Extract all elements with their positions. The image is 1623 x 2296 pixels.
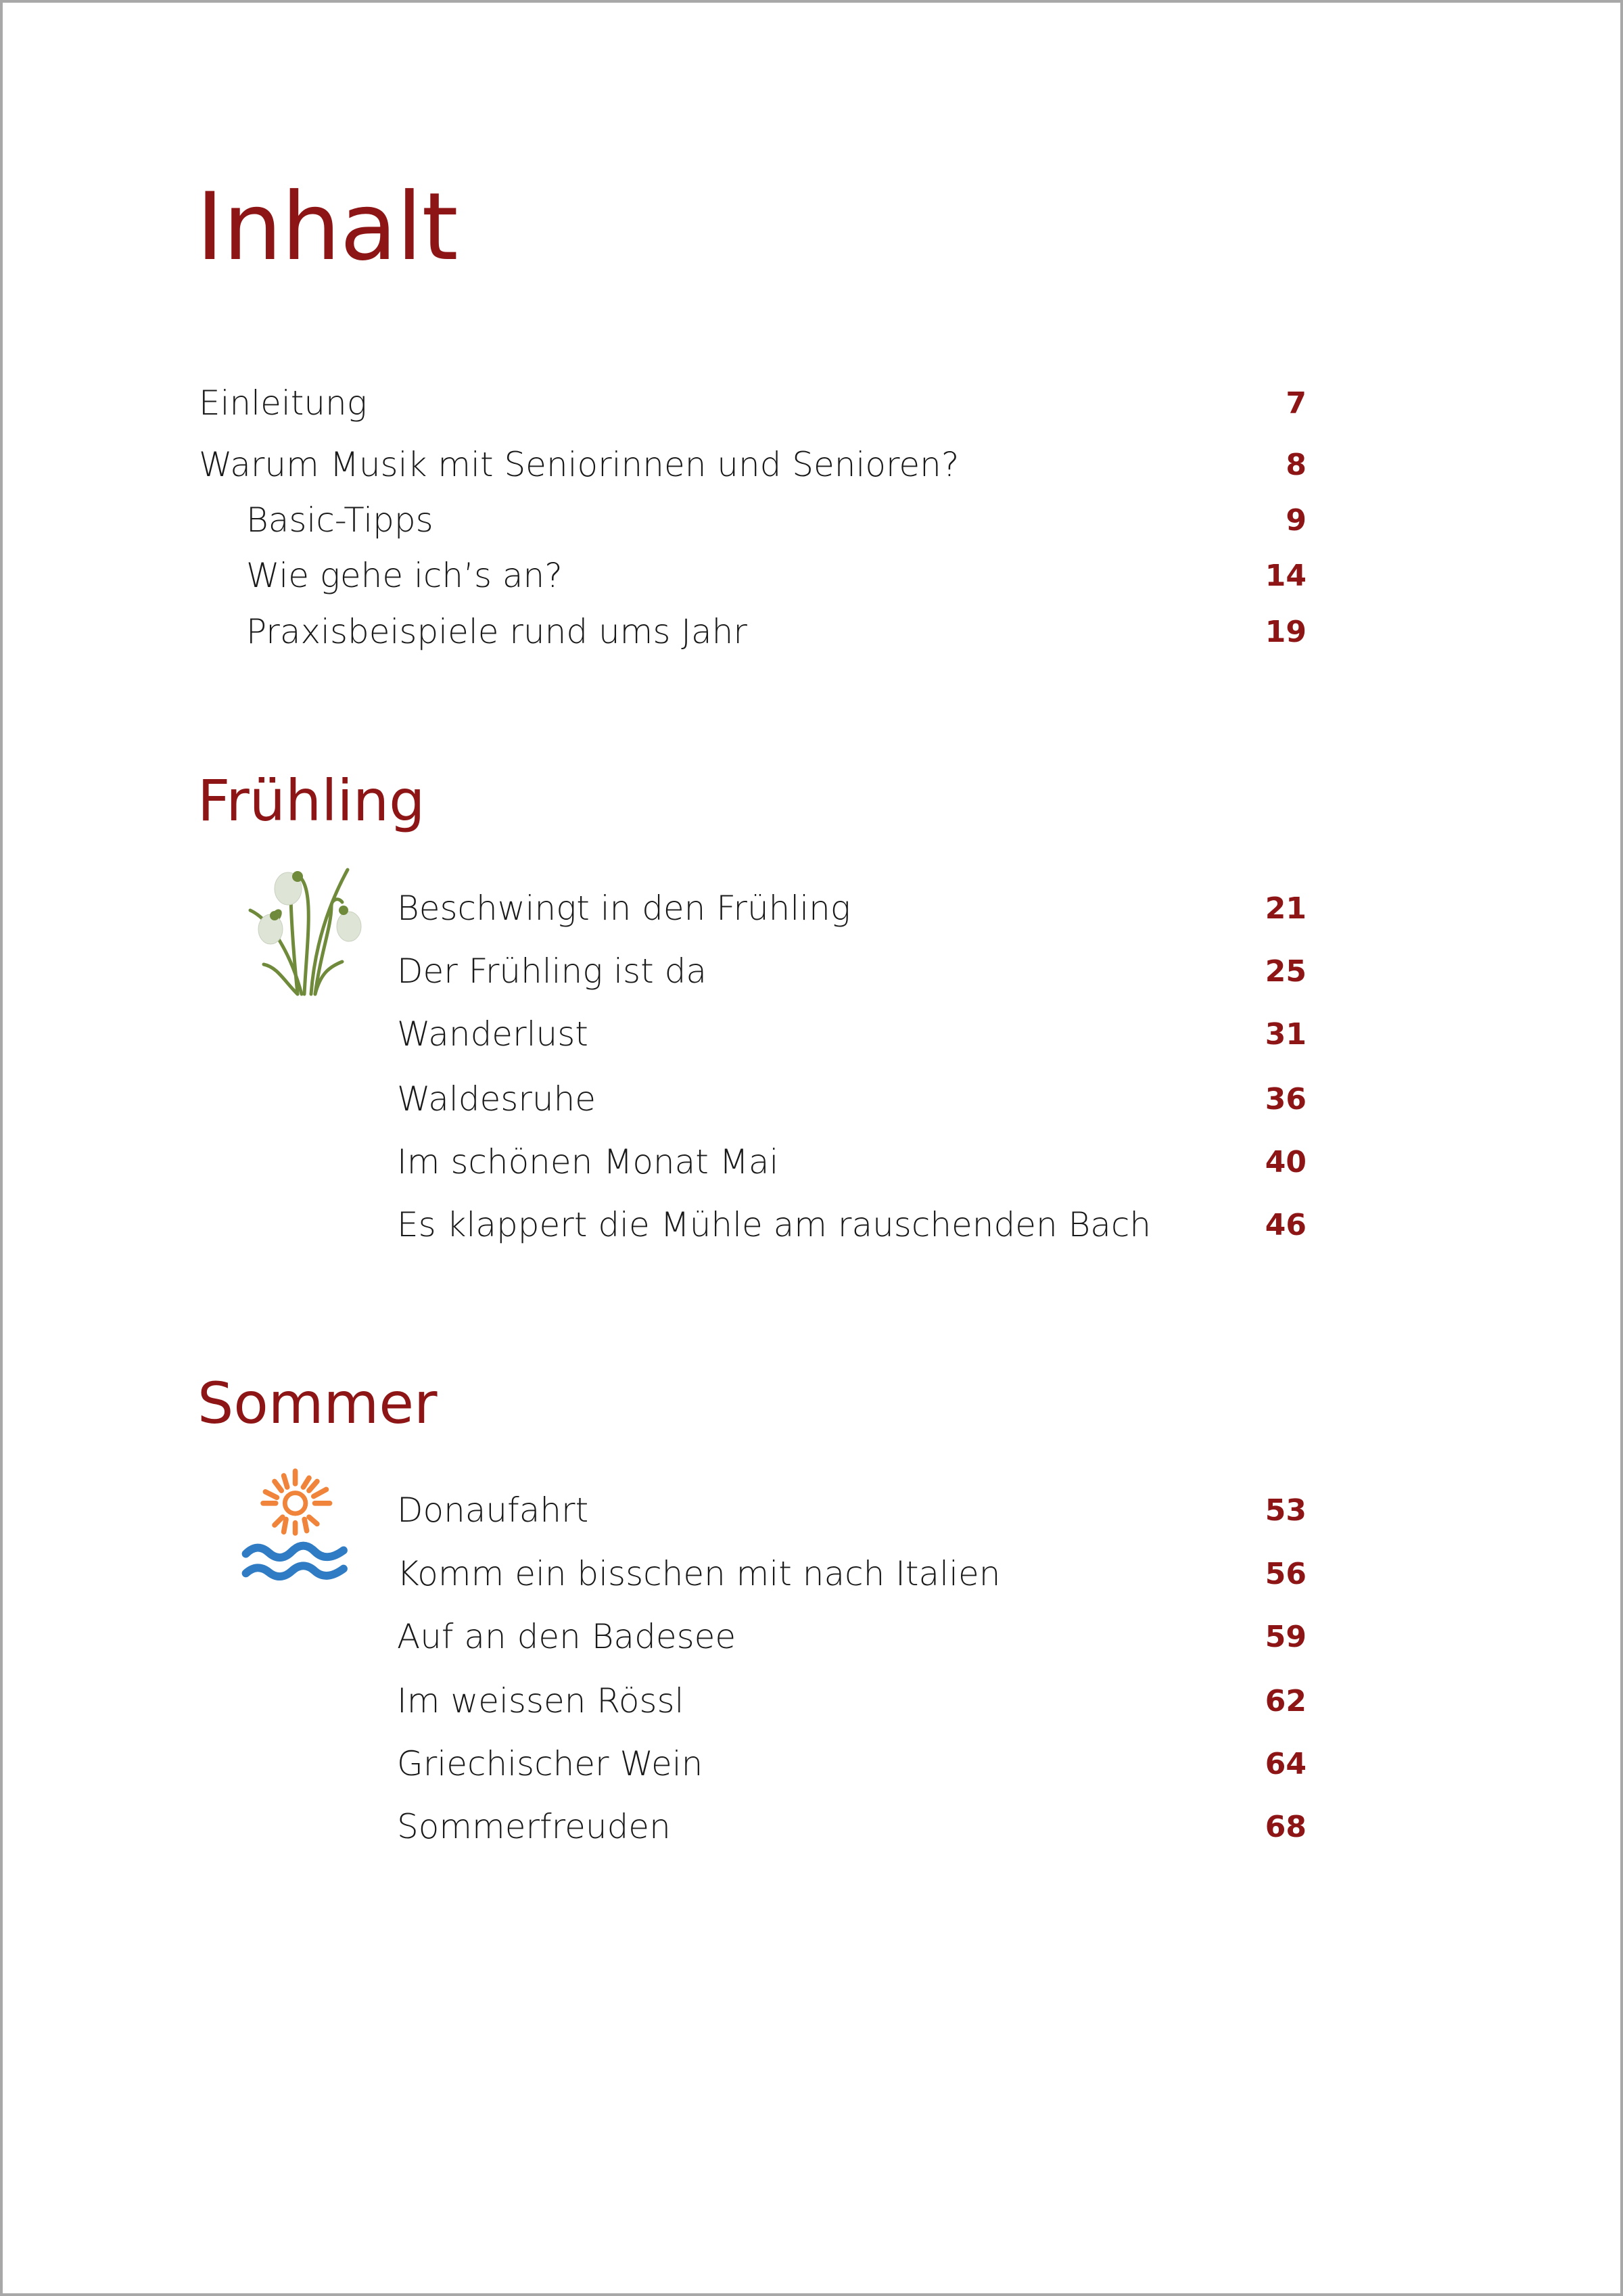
- toc-entry[interactable]: [397, 1138, 1307, 1186]
- toc-label: Auf an den Badesee: [397, 1617, 736, 1656]
- toc-page: 62: [1265, 1683, 1307, 1718]
- toc-page: 8: [1286, 447, 1307, 482]
- toc-label: Waldesruhe: [397, 1079, 596, 1119]
- toc-label: Es klappert die Mühle am rauschenden Bach: [397, 1205, 1152, 1244]
- section-heading-fruehling: Frühling: [197, 768, 425, 834]
- toc-label: Beschwingt in den Frühling: [397, 889, 851, 928]
- toc-entry[interactable]: [397, 1075, 1307, 1123]
- toc-page: 7: [1286, 385, 1307, 421]
- toc-label: Sommerfreuden: [397, 1807, 671, 1846]
- toc-entry[interactable]: [246, 496, 1307, 544]
- toc-page: 59: [1265, 1619, 1307, 1654]
- toc-page: 64: [1265, 1746, 1307, 1781]
- toc-page: 9: [1286, 502, 1307, 538]
- toc-entry[interactable]: [199, 441, 1307, 488]
- toc-label: Einleitung: [199, 383, 367, 423]
- toc-label: Der Frühling ist da: [397, 952, 707, 991]
- toc-entry[interactable]: [397, 1010, 1307, 1058]
- toc-page: 53: [1265, 1493, 1307, 1528]
- toc-entry[interactable]: [397, 1803, 1307, 1850]
- toc-label: Wanderlust: [397, 1014, 588, 1054]
- toc-page: 19: [1265, 614, 1307, 649]
- toc-entry[interactable]: [397, 1486, 1307, 1534]
- toc-label: Im schönen Monat Mai: [397, 1142, 779, 1181]
- toc-page: 14: [1265, 558, 1307, 593]
- toc-page: 21: [1265, 891, 1307, 926]
- toc-page: 31: [1265, 1016, 1307, 1052]
- section-heading-sommer: Sommer: [197, 1370, 438, 1436]
- toc-label: Praxisbeispiele rund ums Jahr: [246, 612, 747, 651]
- toc-page: 46: [1265, 1207, 1307, 1242]
- toc-entry[interactable]: [397, 1740, 1307, 1787]
- toc-label: Komm ein bisschen mit nach Italien: [397, 1554, 1001, 1593]
- toc-label: Griechischer Wein: [397, 1744, 703, 1783]
- toc-entry[interactable]: [397, 1613, 1307, 1660]
- toc-entry[interactable]: [246, 552, 1307, 599]
- sun-waves-icon: [240, 1464, 355, 1583]
- toc-entry[interactable]: [397, 1201, 1307, 1248]
- snowdrop-icon: [237, 859, 372, 1001]
- toc-entry[interactable]: [397, 885, 1307, 932]
- toc-entry[interactable]: [246, 608, 1307, 655]
- toc-label: Wie gehe ich’s an?: [246, 556, 563, 595]
- toc-label: Im weissen Rössl: [397, 1681, 684, 1720]
- toc-label: Basic-Tipps: [246, 500, 433, 540]
- toc-page: 56: [1265, 1556, 1307, 1591]
- toc-entry[interactable]: [397, 1550, 1307, 1597]
- toc-page: 25: [1265, 954, 1307, 989]
- toc-label: Warum Musik mit Seniorinnen und Senioren?: [199, 445, 960, 484]
- toc-page: 36: [1265, 1081, 1307, 1117]
- toc-label: Donaufahrt: [397, 1491, 589, 1530]
- toc-entry[interactable]: [199, 379, 1307, 427]
- toc-entry[interactable]: [397, 1677, 1307, 1725]
- page-title: Inhalt: [196, 172, 458, 281]
- toc-entry[interactable]: [397, 947, 1307, 995]
- toc-page: 40: [1265, 1144, 1307, 1179]
- toc-page: 68: [1265, 1809, 1307, 1844]
